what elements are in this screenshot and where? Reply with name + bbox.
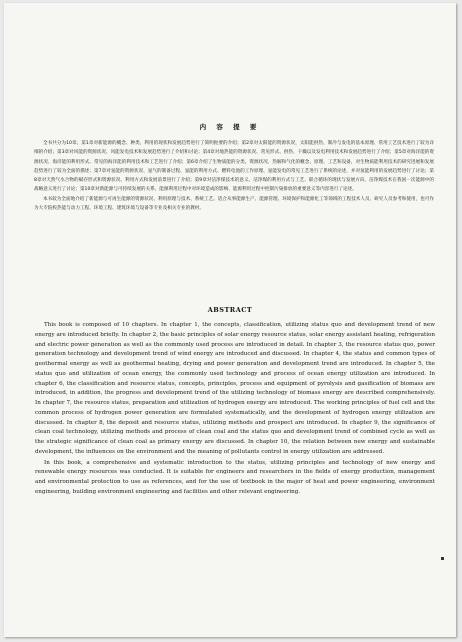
chinese-abstract-paragraph-1: 全书共分为10章。第1章对新能源的概念、种类、利用的现状和发展趋势进行了简明扼要的介绍；第2章对太阳能的资源状况，太阳能供热、制冷与发电的基本原理、常用工艺技术进行了较为详细的介绍；第3章对风能的资源状况、风能发电技术和发展趋势进行了介绍和讨论；第4章对地热能的资源状况、常见形式、供热、干燥以及发电利用技术和发展趋势进行了介绍；第5章对海洋能的资源状况、海洋能的利用形式、常见的海洋能的利用技术和工艺进行了介绍；第6章介绍了生物质能的分类、资源状况、热解和气化的概念、原理、工艺和设备，对生物质能利用技术的研究进展和发展趋势进行了较为全面的描述；第7章对氢能的资源状况、氢气的制备过程、氢能的利用方式、燃料电池的工作原理、氢能发电的常见工艺进行了系统的论述，并对氢能利用的发展趋势进行了讨论；第8章对天然气水合物的赋存形式和资源状况、利用方式和发展前景进行了介绍；第9章对洁净煤技术的意义、洁净煤的利用方式与工艺、联合循环的现状与发展方向、洁净煤技术在我国一次能源中的战略意义进行了讨论；第10章对新能源与可持续发展的关系、能源利用过程中对环境造成的影响、能源利用过程中控制污染排放的重要意义等内容进行了论述。	[34, 141, 434, 193]
document-page	[4, 3, 456, 637]
english-abstract-paragraph-2: In this book, a comprehensive and systematic introduction to the status, utilizing principles and technology of new energy and renewable energy resources was conducted. It is suitable for engineers and researchers in the fields of energy production, management and environmental protection to use as references, and for the use of textbook in the major of heat and power engineering, environment engineering, building environment engineering and facilities and other relevant engineering.	[35, 459, 435, 495]
chinese-abstract-title: 内 容 提 要	[199, 123, 261, 131]
chinese-abstract-body	[34, 139, 434, 213]
chinese-abstract-paragraph-2: 本书较为全面地介绍了新能源与可再生能源的资源状况、利用原理与技术、系统工艺。适合从事能源生产、能源管理、环境保护和能源化工等领域的工程技术人员、研究人员参考和使用，也可作为大专院校热能与动力工程、环境工程、建筑环境与设备等专业及相关专业的教材。	[34, 196, 434, 212]
scan-speck	[441, 557, 444, 560]
english-abstract-paragraph-1: This book is composed of 10 chapters. In chapter 1, the concepts, classification, utilizing status quo and development trend of new energy are introduced briefly. In chapter 2, the basic principles of solar energy resource status, solar energy assistant heating, refrigeration and electric power generation as well as the commonly used process are introduced in detail. In chapter 3, the resource status quo, power generation technology and development trend of wind energy are introduced and discussed. In chapter 4, the status and common types of geothermal energy as well as geothermal heating, drying and power generation and development trend are introduced. In chapter 5, the status quo and utilization of ocean energy, the commonly used technology and process of ocean energy utilization are introduced. In chapter 6, the classification and resource status, concepts, principles, process and equipment of pyrolysis and gasification of biomass are introduced, in addition, the progress and development trend of the utilizing technology of biomass energy are described comprehensively. In chapter 7, the resource status, preparation and utilization of hydrogen energy are introduced. The working principles of fuel cell and the common process of hydrogen power generation are formulated systematically, and the development of hydrogen energy utilization are discussed. In chapter 8, the deposit and resource status, utilizing methods and prospect are introduced. In chapter 9, the significance of clean coal technology, utilizing methods and process of clean coal and the status quo and development trend of combined cycle as well as the strategic significance of clean coal as primary energy are discussed. In chapter 10, the relation between new energy and sustainable development, the influences on the environment and the meaning of pollutants control in energy utilization are addressed.	[35, 322, 435, 455]
english-abstract-title: ABSTRACT	[207, 306, 253, 314]
english-abstract-body	[35, 321, 435, 498]
